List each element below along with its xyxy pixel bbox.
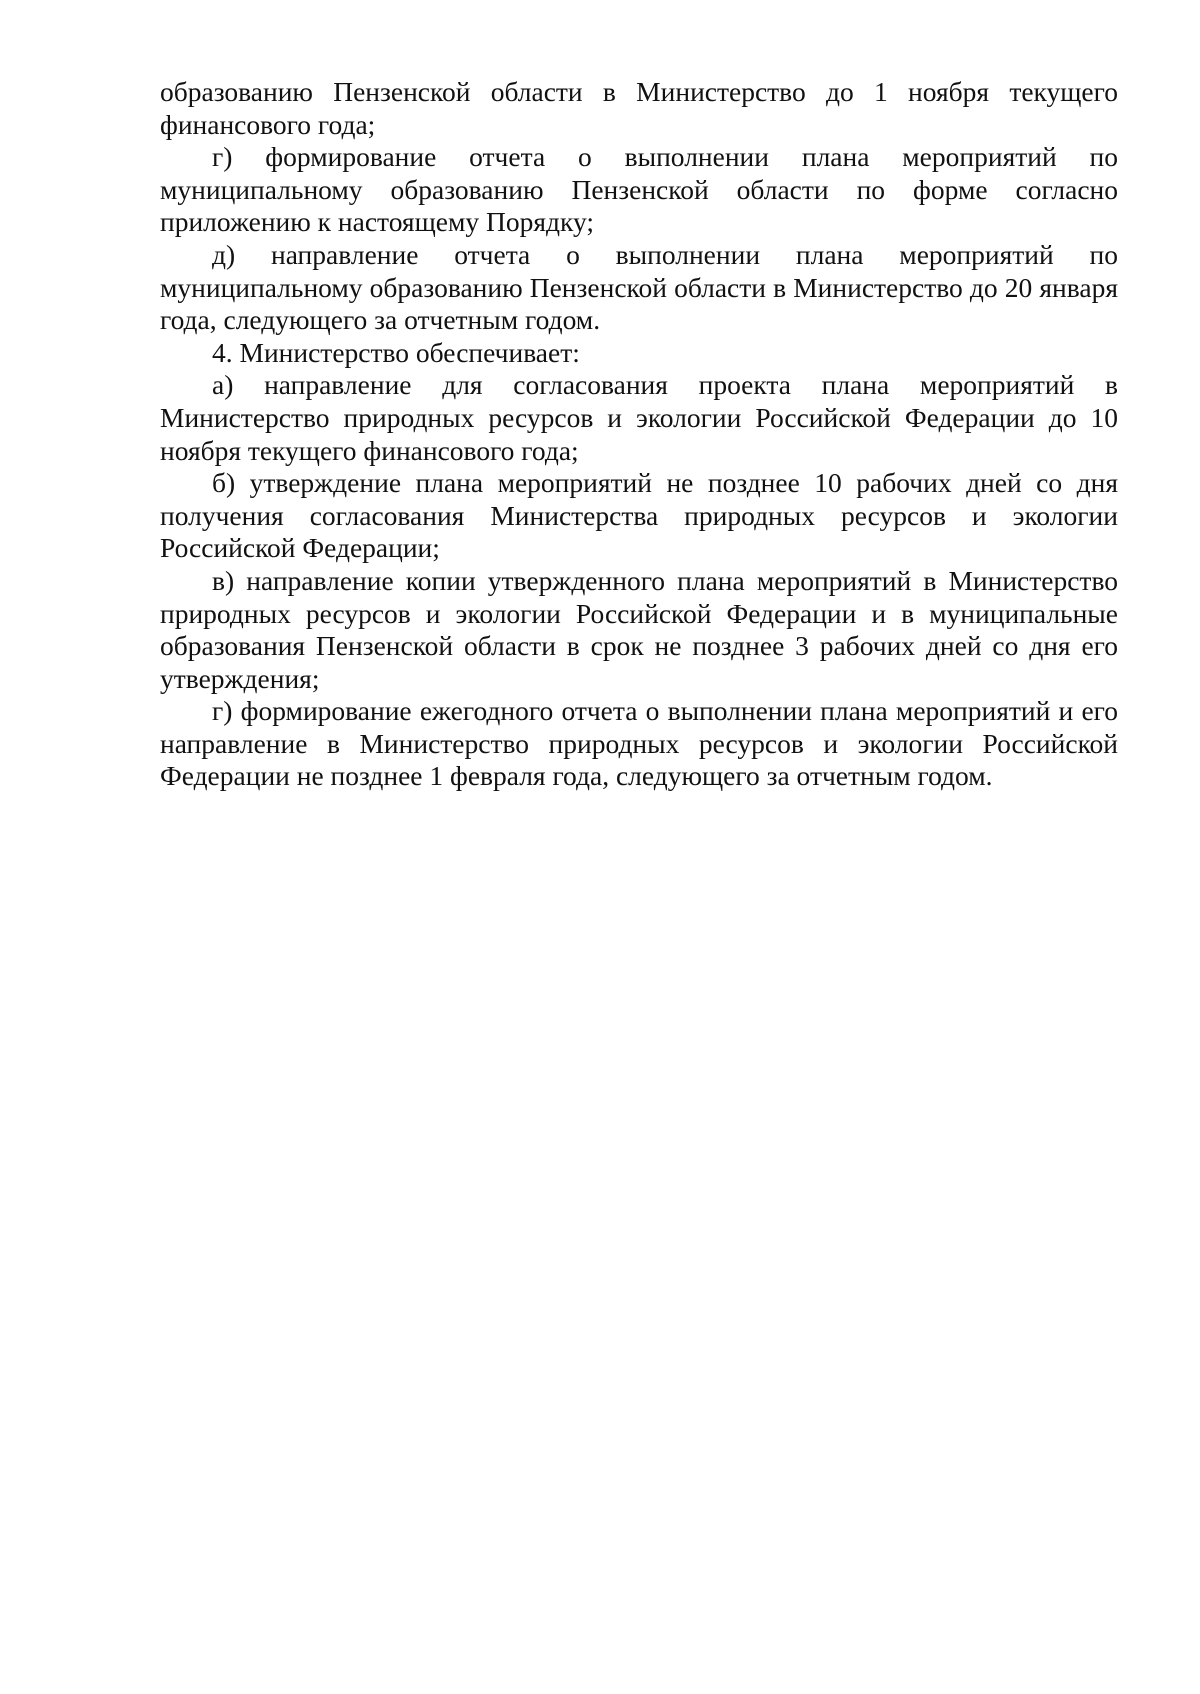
paragraph-continuation: образованию Пензенской области в Министерство до 1 ноября текущего финансового года; bbox=[160, 76, 1118, 140]
paragraph-section-4-heading: 4. Министерство обеспечивает: bbox=[212, 336, 580, 368]
paragraph-item-v-copy-send: в) направление копии утвержденного плана мероприятий в Министерство природных ресурсов и экологии Российской Федерации и в муниципальные образования Пензенской области в срок не позднее 3 рабочих дней со дня его утверждения; bbox=[160, 564, 1118, 694]
paragraph-item-d-report-send: д) направление отчета о выполнении плана мероприятий по муниципальному образованию Пензенской области в Министерство до 20 января года, следующего за отчетным годом. bbox=[160, 238, 1118, 336]
paragraph-item-b-plan-approval: б) утверждение плана мероприятий не позднее 10 рабочих дней со дня получения согласования Министерства природных ресурсов и экологии Российской Федерации; bbox=[160, 467, 1118, 564]
paragraph-item-a-approval-request: а) направление для согласования проекта плана мероприятий в Министерство природных ресурсов и экологии Российской Федерации до 10 ноября текущего финансового года; bbox=[160, 369, 1118, 466]
paragraph-item-g-report-form: г) формирование отчета о выполнении плана мероприятий по муниципальному образованию Пензенской области по форме согласно приложению к настоящему Порядку; bbox=[160, 141, 1118, 238]
paragraph-item-g-annual-report: г) формирование ежегодного отчета о выполнении плана мероприятий и его направление в Министерство природных ресурсов и экологии Российской Федерации не позднее 1 февраля года, следующего за отчетным годом. bbox=[160, 695, 1118, 792]
document-body bbox=[160, 76, 1118, 793]
